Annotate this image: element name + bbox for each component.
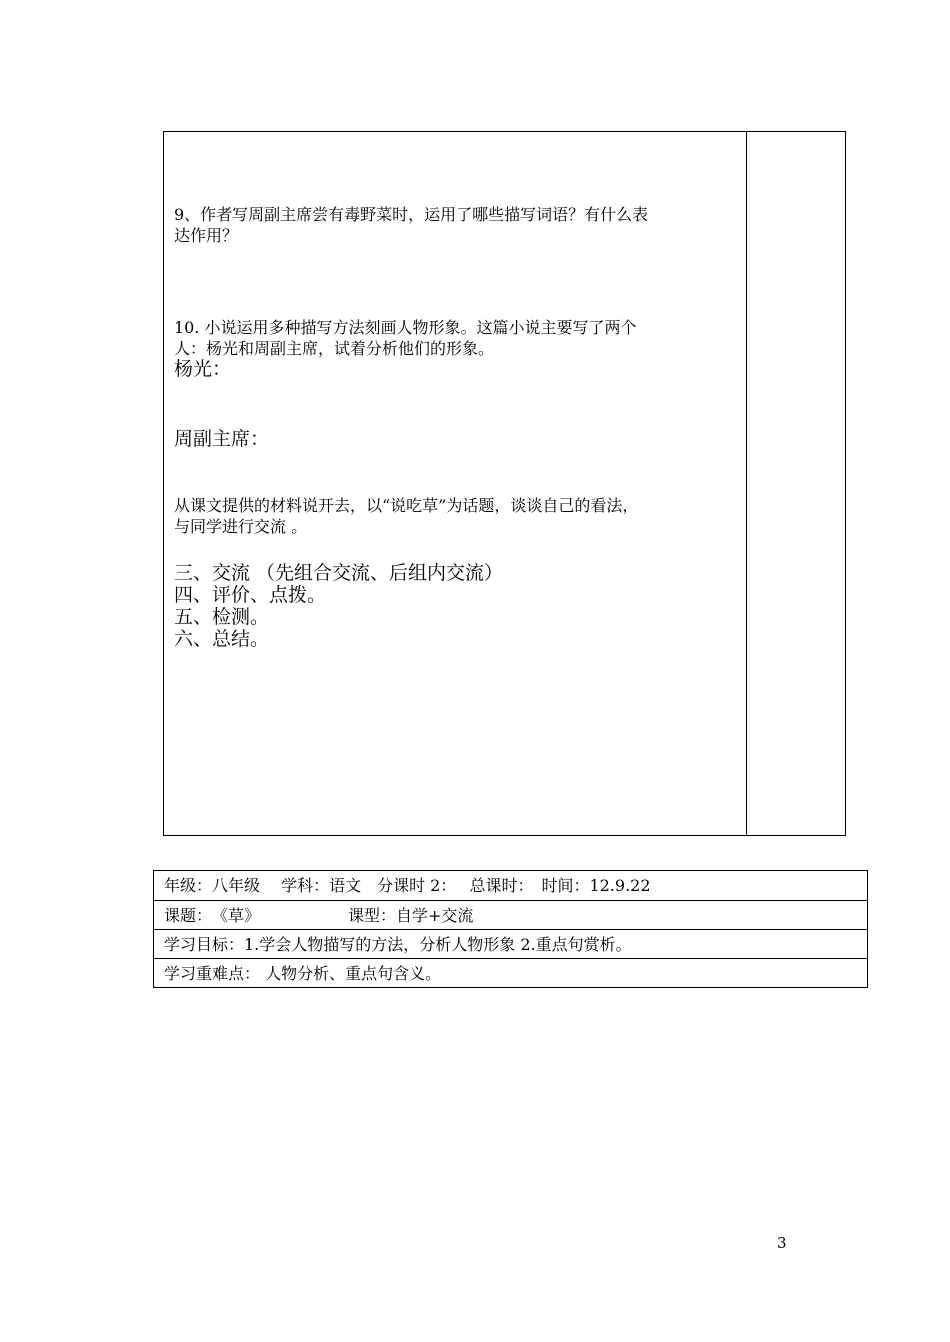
- step-test: 五、检测。: [174, 606, 270, 628]
- step-evaluate: 四、评价、点拨。: [174, 584, 327, 606]
- step-exchange: 三、交流 （先组合交流、后组内交流）: [174, 562, 504, 584]
- discussion-prompt-line-1: 从课文提供的材料说开去，以“说吃草”为话题，谈谈自己的看法，: [174, 496, 639, 515]
- table-column-divider: [746, 131, 747, 836]
- info-row-key-points: 学习重难点： 人物分析、重点句含义。: [164, 964, 442, 983]
- info-row-objectives: 学习目标：1.学会人物描写的方法，分析人物形象 2.重点句赏析。: [164, 935, 632, 954]
- info-row-grade: 年级：八年级 学科：语文 分课时 2： 总课时： 时间：12.9.22: [164, 876, 651, 895]
- question-9-line-2: 达作用？: [174, 226, 239, 245]
- step-summary: 六、总结。: [174, 628, 270, 650]
- yang-guang-label: 杨光：: [174, 358, 232, 380]
- discussion-prompt-line-2: 与同学进行交流 。: [174, 517, 308, 536]
- lesson-info-table: [153, 870, 868, 988]
- question-10-line-2: 人：杨光和周副主席，试着分析他们的形象。: [174, 339, 495, 358]
- zhou-label: 周副主席：: [174, 428, 270, 450]
- question-9-line-1: 9、作者写周副主席尝有毒野菜时，运用了哪些描写词语？有什么表: [174, 205, 649, 224]
- page-number: 3: [777, 1234, 787, 1252]
- lesson-content-table: [163, 131, 846, 836]
- question-10-line-1: 10. 小说运用多种描写方法刻画人物形象。这篇小说主要写了两个: [174, 318, 637, 337]
- info-row-topic: 课题： 《草》 课型：自学+交流: [164, 906, 474, 925]
